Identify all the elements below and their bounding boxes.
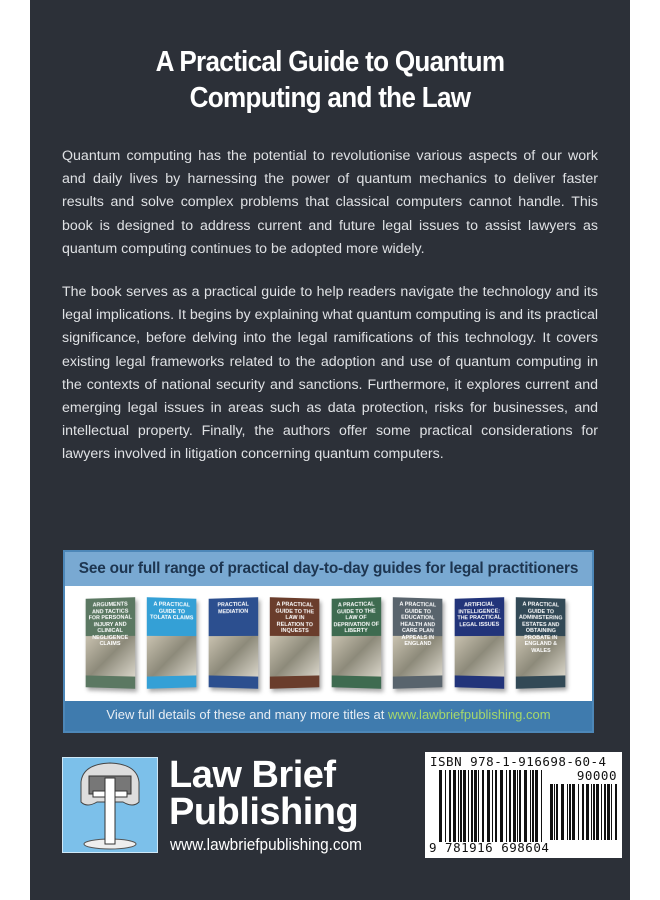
barcode-bar <box>567 784 568 840</box>
series-banner <box>63 550 594 733</box>
barcode-bar <box>556 784 558 840</box>
banner-heading: See our full range of practical day-to-day guides for legal practitioners <box>65 552 592 586</box>
publisher-logo <box>62 757 158 853</box>
book-cover-footer <box>455 675 505 688</box>
book-title <box>60 44 600 116</box>
barcode-bar <box>478 770 479 842</box>
barcode-bar <box>550 784 553 840</box>
banner-footer-text: View full details of these and many more titles at <box>106 707 388 722</box>
back-cover <box>30 0 630 900</box>
judge-wig-icon <box>63 758 157 852</box>
book-cover-image <box>209 636 259 677</box>
publisher-name-line1: Law Brief <box>169 754 336 796</box>
barcode-bar <box>541 770 542 842</box>
barcode-bar <box>513 770 516 842</box>
barcode-bar <box>506 770 507 842</box>
barcode-bar <box>482 770 484 842</box>
barcode-bar <box>615 784 617 840</box>
barcode-bar <box>500 770 503 842</box>
barcode-bar <box>471 770 473 842</box>
book-cover-footer <box>269 675 319 688</box>
isbn-text: ISBN 978-1-916698-60-4 <box>430 754 607 769</box>
barcode-bar <box>487 770 490 842</box>
barcode-bar <box>530 770 531 842</box>
barcode-bar <box>492 770 493 842</box>
barcode-bar <box>607 784 610 840</box>
barcode-bar <box>572 784 575 840</box>
barcode-bar <box>439 770 442 842</box>
barcode-bar <box>509 770 511 842</box>
book-cover-image <box>332 636 382 677</box>
barcode-bar <box>554 784 555 840</box>
barcode-bar <box>535 770 538 842</box>
book-cover-footer <box>146 675 196 688</box>
title-line: A Practical Guide to Quantum <box>155 46 505 78</box>
book-cover-footer <box>392 675 442 688</box>
book-cover <box>269 597 319 689</box>
book-cover-footer <box>515 675 565 688</box>
blurb-paragraph: Quantum computing has the potential to revolutionise various aspects of our work and daily lives by harnessing the power of quantum mechanics to deliver faster results and solve complex problems that classical computers cannot handle. This book is designed to address current and future legal issues to assist lawyers as quantum computing continues to be adopted more widely. <box>62 148 598 257</box>
publisher-name-line2: Publishing <box>169 791 359 833</box>
barcode-bar <box>445 770 446 842</box>
barcode-bar <box>468 770 469 842</box>
barcode-bar <box>463 770 466 842</box>
ean-bars <box>439 770 544 842</box>
book-cover <box>455 597 505 689</box>
book-cover-image <box>269 636 319 677</box>
barcode-bar <box>532 770 534 842</box>
banner-footer <box>65 701 592 729</box>
barcode-bar <box>561 784 564 840</box>
title-line: Computing and the Law <box>189 82 471 114</box>
barcode-bar <box>495 770 497 842</box>
addon-bars <box>550 784 617 840</box>
barcode-bar <box>569 784 571 840</box>
barcode-bar <box>578 784 579 840</box>
publisher-url: www.lawbriefpublishing.com <box>170 836 362 854</box>
price-addon-number: 90000 <box>576 768 617 783</box>
book-cover-title: A PRACTICAL GUIDE TO EDUCATION, HEALTH AND CARE PLAN APPEALS IN ENGLAND <box>398 601 436 648</box>
barcode-bar <box>586 784 589 840</box>
book-cover-footer <box>332 675 382 688</box>
book-cover <box>515 597 565 689</box>
isbn-barcode <box>425 752 622 858</box>
book-cover-title: PRACTICAL MEDIATION <box>217 601 249 615</box>
book-cover <box>86 597 136 689</box>
book-cover-title: A PRACTICAL GUIDE TO ADMINISTERING ESTATES AND OBTAINING PROBATE IN ENGLAND & WALES <box>518 601 562 654</box>
book-cover-footer <box>86 675 136 688</box>
barcode-bar <box>517 770 518 842</box>
barcode-bar <box>611 784 612 840</box>
barcode-bar <box>582 784 584 840</box>
blurb-paragraph: The book serves as a practical guide to help readers navigate the technology and its legal implications. It begins by explaining what quantum computing is and its practical significance, before delving into the legal ramifications of this technology. It covers existing legal frameworks related to the adoption and use of quantum computing in the contexts of national security and sanctions. Furthermore, it explores current and emerging legal issues in areas such as data protection, risks for businesses, and intellectual property. Finally, the authors offer some practical considerations for lawyers involved in litigation concerning quantum computers. <box>62 284 598 463</box>
book-cover <box>332 597 382 689</box>
barcode-bar <box>519 770 521 842</box>
book-cover <box>392 597 442 689</box>
barcode-bar <box>593 784 595 840</box>
barcode-bar <box>474 770 477 842</box>
barcode-bar <box>449 770 451 842</box>
barcode-bar <box>458 770 459 842</box>
barcode-bar <box>453 770 456 842</box>
book-gallery <box>65 586 592 701</box>
ean-number: 9 781916 698604 <box>429 840 550 855</box>
book-cover <box>209 597 259 689</box>
book-cover-title: A PRACTICAL GUIDE TO THE LAW OF DEPRIVATION OF LIBERTY <box>333 601 380 635</box>
publisher-link[interactable]: www.lawbriefpublishing.com <box>388 707 551 722</box>
book-cover-title: A PRACTICAL GUIDE TO THE LAW IN RELATION TO INQUESTS <box>274 601 314 635</box>
book-cover-title: A PRACTICAL GUIDE TO TOLATA CLAIMS <box>149 601 193 622</box>
book-cover-image <box>146 636 196 677</box>
barcode-bar <box>604 784 606 840</box>
barcode-bar <box>596 784 599 840</box>
barcode-bar <box>460 770 462 842</box>
barcode-bar <box>591 784 592 840</box>
book-cover <box>146 597 196 689</box>
book-cover-title: ARTIFICIAL INTELLIGENCE: THE PRACTICAL LEGAL ISSUES <box>457 601 502 628</box>
book-cover-footer <box>209 675 259 688</box>
barcode-bar <box>601 784 602 840</box>
book-cover-image <box>455 636 505 677</box>
book-cover-title: ARGUMENTS AND TACTICS FOR PERSONAL INJURY AND CLINICAL NEGLIGENCE CLAIMS <box>88 601 132 648</box>
barcode-bar <box>524 770 527 842</box>
